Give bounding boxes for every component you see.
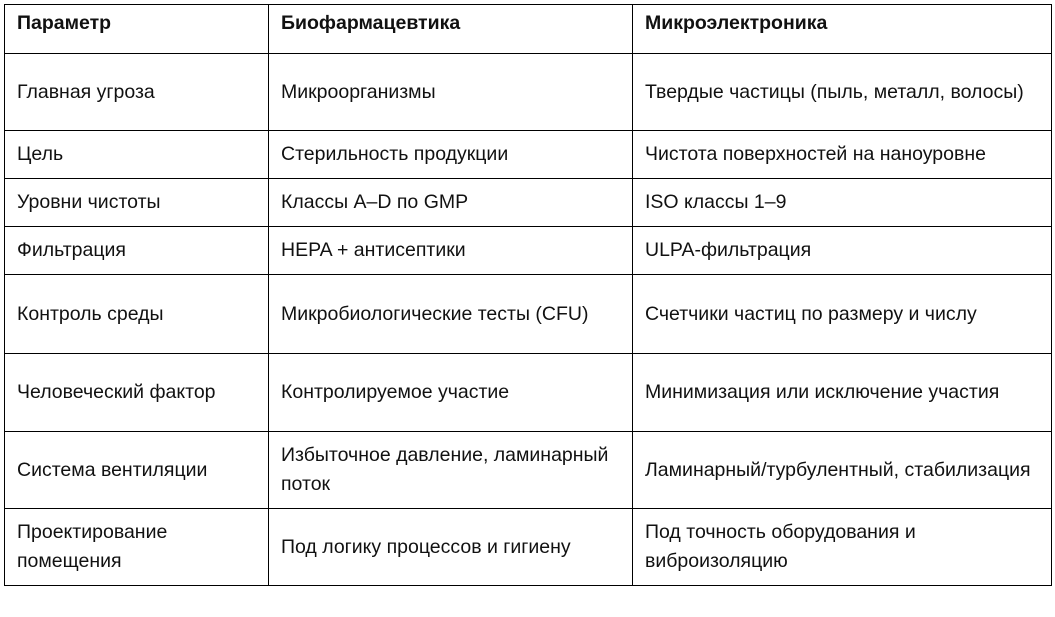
table-row xyxy=(5,275,1052,354)
microelectronics-cell: ISO классы 1–9 xyxy=(633,179,1052,227)
row-parameter-cell: Система вентиляции xyxy=(5,432,269,509)
biopharma-cell: HEPA + антисептики xyxy=(269,227,633,275)
comparison-table xyxy=(4,4,1052,586)
biopharma-cell: Стерильность продукции xyxy=(269,131,633,179)
biopharma-cell: Под логику процессов и гигиену xyxy=(269,509,633,586)
table-row xyxy=(5,227,1052,275)
microelectronics-cell: Под точность оборудования и виброизоляцию xyxy=(633,509,1052,586)
column-header-parameter: Параметр xyxy=(5,5,269,54)
table-row xyxy=(5,432,1052,509)
column-header-microelectronics: Микроэлектроника xyxy=(633,5,1052,54)
table-row xyxy=(5,54,1052,131)
microelectronics-cell: Счетчики частиц по размеру и числу xyxy=(633,275,1052,354)
row-parameter-cell: Фильтрация xyxy=(5,227,269,275)
biopharma-cell: Контролируемое участие xyxy=(269,354,633,432)
microelectronics-cell: Чистота поверхностей на наноуровне xyxy=(633,131,1052,179)
row-parameter-cell: Проектирование помещения xyxy=(5,509,269,586)
table-row xyxy=(5,509,1052,586)
biopharma-cell: Избыточное давление, ламинарный поток xyxy=(269,432,633,509)
table-header-row xyxy=(5,5,1052,54)
microelectronics-cell: Ламинарный/турбулентный, стабилизация xyxy=(633,432,1052,509)
row-parameter-cell: Человеческий фактор xyxy=(5,354,269,432)
table-row xyxy=(5,179,1052,227)
row-parameter-cell: Уровни чистоты xyxy=(5,179,269,227)
row-parameter-cell: Цель xyxy=(5,131,269,179)
microelectronics-cell: Минимизация или исключение участия xyxy=(633,354,1052,432)
microelectronics-cell: ULPA-фильтрация xyxy=(633,227,1052,275)
biopharma-cell: Классы A–D по GMP xyxy=(269,179,633,227)
table-row xyxy=(5,131,1052,179)
row-parameter-cell: Главная угроза xyxy=(5,54,269,131)
column-header-biopharma: Биофармацевтика xyxy=(269,5,633,54)
table-row xyxy=(5,354,1052,432)
microelectronics-cell: Твердые частицы (пыль, металл, волосы) xyxy=(633,54,1052,131)
row-parameter-cell: Контроль среды xyxy=(5,275,269,354)
biopharma-cell: Микроорганизмы xyxy=(269,54,633,131)
biopharma-cell: Микробиологические тесты (CFU) xyxy=(269,275,633,354)
